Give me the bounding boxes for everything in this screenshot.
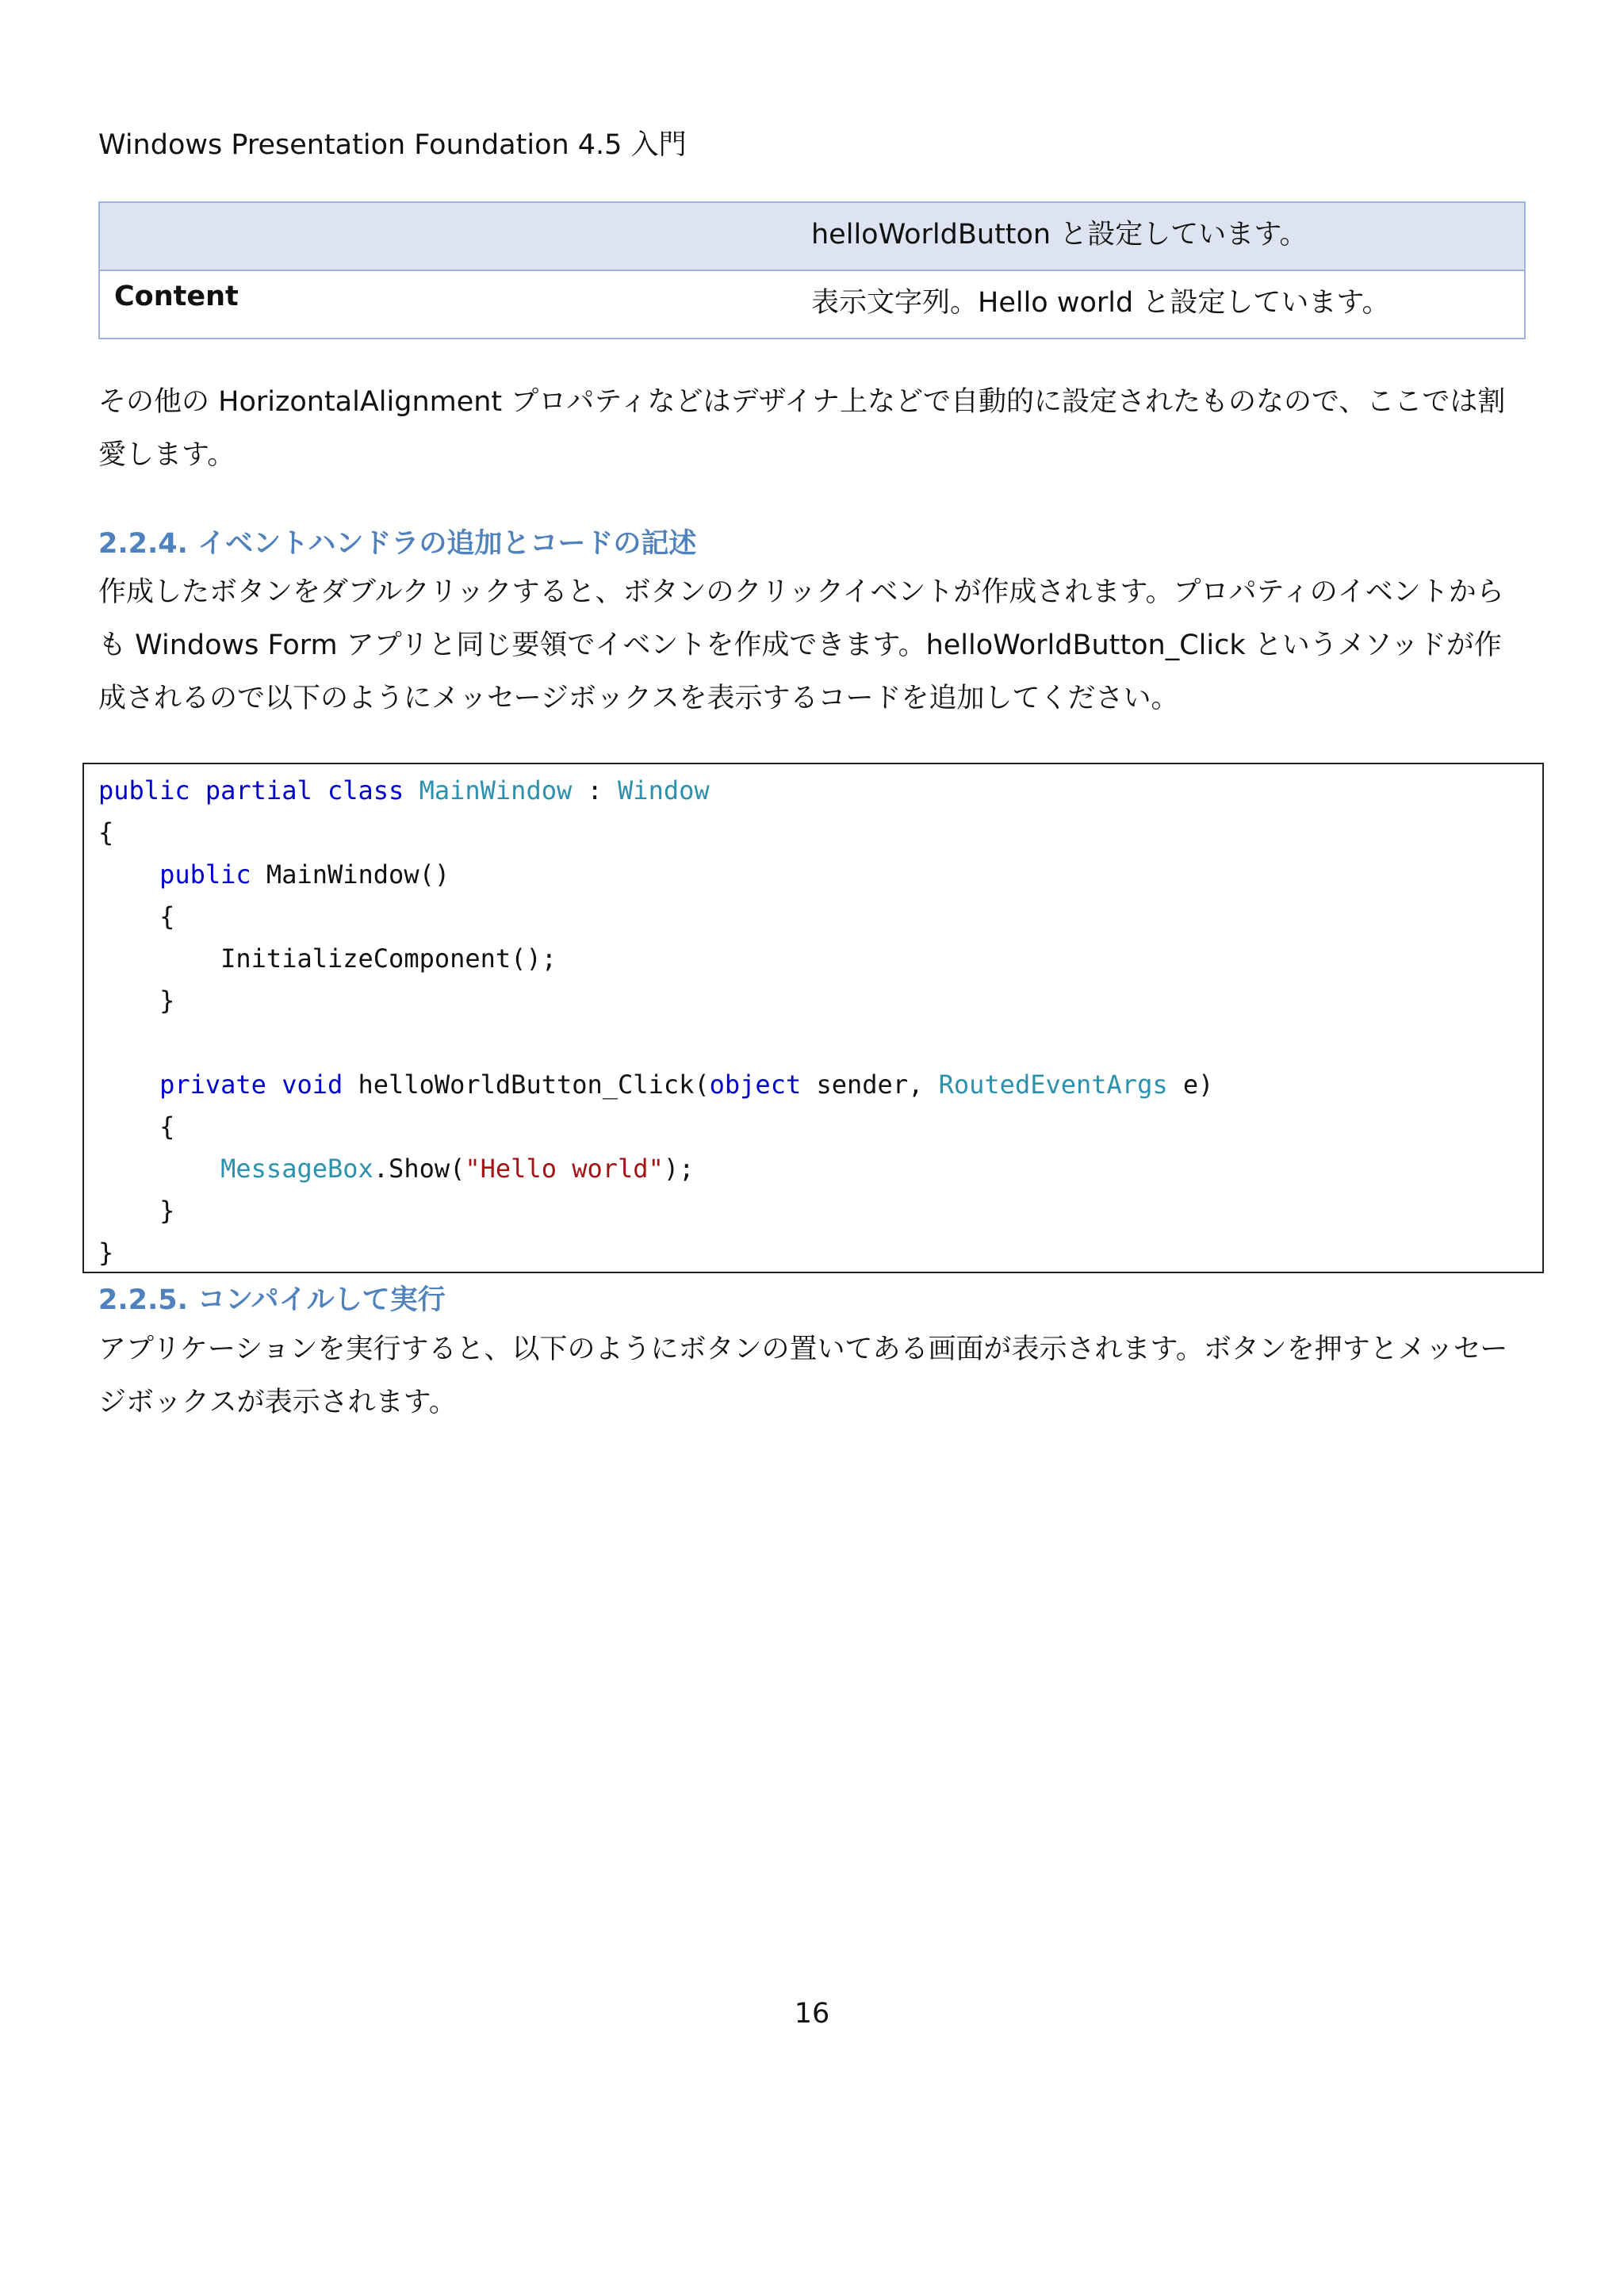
code-line: } [98, 1238, 114, 1268]
code-string: "Hello world" [465, 1154, 664, 1184]
code-text: ); [663, 1154, 695, 1184]
code-text: MainWindow() [251, 859, 450, 890]
property-description-cell: 表示文字列。Hello world と設定しています。 [797, 270, 1525, 339]
code-text: helloWorldButton_Click( [343, 1070, 710, 1100]
property-description-cell: helloWorldButton と設定しています。 [797, 202, 1525, 270]
code-line [98, 1154, 694, 1184]
code-text: sender, [801, 1070, 939, 1100]
section-heading: 2.2.5. コンパイルして実行 [98, 1284, 446, 1316]
code-line: } [98, 1196, 175, 1226]
body-paragraph: その他の HorizontalAlignment プロパティなどはデザイナ上などで自動的に設定されたものなので、ここでは割愛します。 [98, 386, 1506, 471]
table-row [99, 202, 1525, 270]
code-line [98, 1070, 1213, 1100]
code-keyword: object [709, 1070, 802, 1100]
code-indent [98, 1154, 220, 1184]
code-type: MainWindow [419, 775, 573, 806]
code-type: MessageBox [220, 1154, 373, 1184]
code-text [404, 775, 419, 806]
code-text: e) [1167, 1070, 1214, 1100]
code-indent [98, 859, 159, 890]
code-keyword: public partial class [98, 775, 404, 806]
code-text: .Show( [373, 1154, 465, 1184]
table-row [99, 270, 1525, 339]
code-type: Window [618, 775, 710, 806]
code-text: : [572, 775, 619, 806]
code-line: { [98, 817, 114, 848]
property-name-cell [99, 202, 797, 270]
code-line [98, 775, 710, 806]
running-header: Windows Presentation Foundation 4.5 入門 [98, 129, 687, 161]
code-line: { [98, 901, 175, 932]
code-indent [98, 1070, 159, 1100]
body-paragraph: アプリケーションを実行すると、以下のようにボタンの置いてある画面が表示されます。ボタンを押すとメッセージボックスが表示されます。 [98, 1334, 1508, 1418]
code-keyword: public [159, 859, 251, 890]
code-line: InitializeComponent(); [98, 943, 557, 974]
section-heading: 2.2.4. イベントハンドラの追加とコードの記述 [98, 528, 697, 560]
code-line [98, 859, 450, 890]
code-line: { [98, 1112, 175, 1142]
code-keyword: private void [159, 1070, 343, 1100]
code-line: } [98, 985, 175, 1016]
code-type: RoutedEventArgs [938, 1070, 1168, 1100]
property-name-cell: Content [99, 270, 797, 339]
body-paragraph: 作成したボタンをダブルクリックすると、ボタンのクリックイベントが作成されます。プロパティのイベントからも Windows Form アプリと同じ要領でイベントを作成できます。helloWorldButton_Click というメソッドが作成されるので以下のようにメッセージボックスを表示するコードを追加してください。 [98, 576, 1504, 714]
code-listing [82, 763, 1544, 1273]
property-table [98, 201, 1526, 339]
page-number: 16 [794, 1998, 830, 2030]
